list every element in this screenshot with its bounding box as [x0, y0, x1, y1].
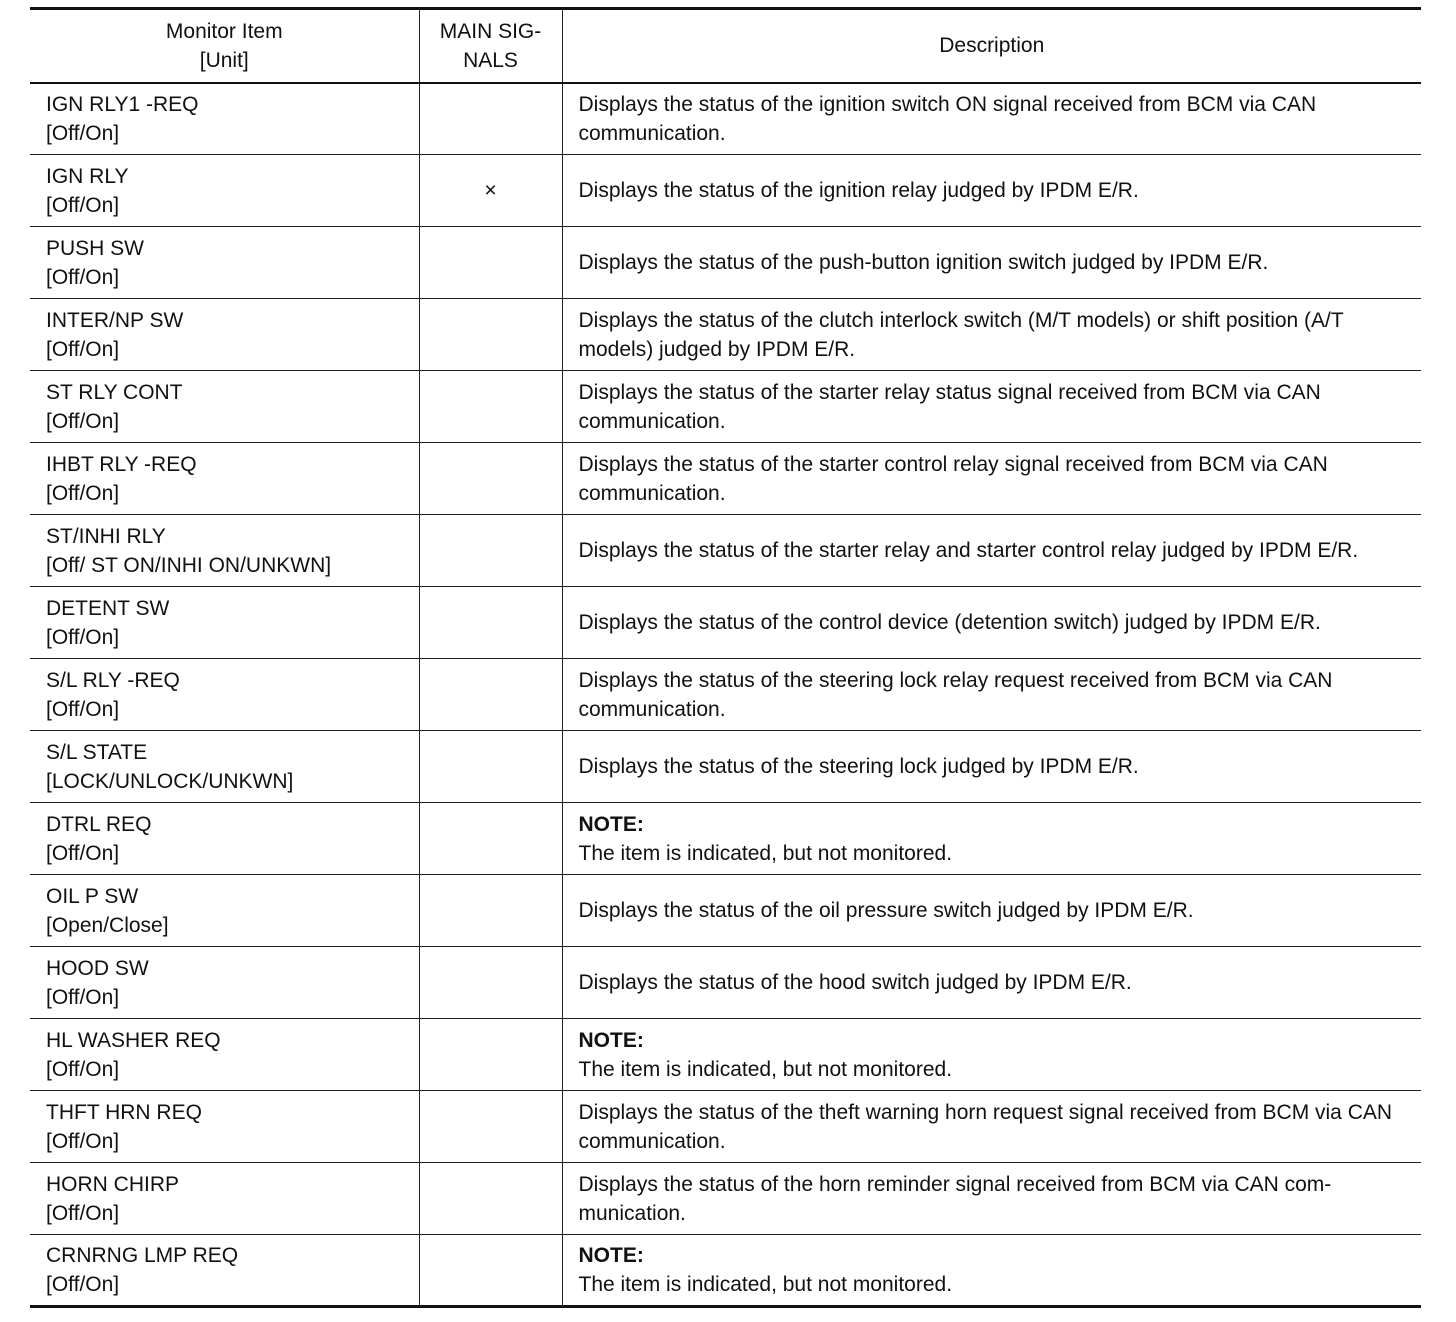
monitor-item-unit: [LOCK/UNLOCK/UNKWN] [46, 769, 294, 793]
description-text: The item is indicated, but not monitored. [578, 1057, 953, 1081]
description-text: Displays the status of the control device (detention switch) judged by IPDM E/R. [578, 611, 1321, 634]
monitor-item-name: S/L STATE [46, 740, 148, 764]
table-row [30, 731, 1421, 803]
monitor-item-name: HORN CHIRP [46, 1172, 180, 1196]
monitor-item-unit: [Off/On] [46, 1201, 120, 1225]
monitor-item-cell [30, 299, 419, 371]
main-signal-cell [419, 443, 562, 515]
monitor-item-unit: [Off/On] [46, 1273, 120, 1296]
description-text: Displays the status of the hood switch judged by IPDM E/R. [578, 971, 1132, 994]
monitor-item-table [30, 7, 1421, 1308]
main-signal-cell [419, 515, 562, 587]
table-row [30, 155, 1421, 227]
main-signal-cell [419, 587, 562, 659]
description-text: Displays the status of the starter relay status signal received from BCM via CAN communication. [578, 380, 1321, 433]
monitor-item-unit: [Off/On] [46, 265, 120, 289]
table-body [30, 83, 1421, 1307]
monitor-item-name: IGN RLY [46, 164, 129, 188]
monitor-item-cell [30, 227, 419, 299]
monitor-item-cell [30, 1235, 419, 1307]
main-signal-cell [419, 1091, 562, 1163]
description-cell [562, 1235, 1421, 1307]
table-row [30, 1019, 1421, 1091]
table-row [30, 875, 1421, 947]
description-text: Displays the status of the horn reminder signal received from BCM via CAN com-munication. [578, 1172, 1332, 1225]
description-cell [562, 587, 1421, 659]
main-signal-cell: × [419, 155, 562, 227]
description-text: Displays the status of the ignition switch ON signal received from BCM via CAN communication. [578, 92, 1317, 145]
note-label: NOTE: [578, 1244, 644, 1267]
header-monitor-item [30, 9, 419, 83]
monitor-item-cell [30, 875, 419, 947]
monitor-item-cell [30, 1091, 419, 1163]
description-cell [562, 947, 1421, 1019]
main-signal-cell [419, 1163, 562, 1235]
description-text: Displays the status of the clutch interlock switch (M/T models) or shift position (A/T models) judged by IPDM E/R. [578, 308, 1344, 361]
description-text: Displays the status of the steering lock judged by IPDM E/R. [578, 755, 1139, 778]
description-cell [562, 443, 1421, 515]
monitor-item-cell [30, 587, 419, 659]
description-text: Displays the status of the push-button ignition switch judged by IPDM E/R. [578, 251, 1269, 274]
monitor-item-unit: [Off/On] [46, 985, 120, 1009]
table-row [30, 587, 1421, 659]
monitor-item-unit: [Off/On] [46, 841, 120, 865]
monitor-item-name: ST/INHI RLY [46, 524, 166, 548]
main-signal-cell [419, 227, 562, 299]
monitor-item-cell [30, 947, 419, 1019]
monitor-item-unit: [Off/On] [46, 1057, 120, 1081]
monitor-item-unit: [Off/On] [46, 193, 120, 217]
monitor-item-unit: [Off/ ST ON/INHI ON/UNKWN] [46, 553, 332, 577]
description-cell [562, 1091, 1421, 1163]
description-cell [562, 83, 1421, 155]
monitor-item-cell [30, 371, 419, 443]
monitor-item-name: IHBT RLY -REQ [46, 452, 197, 476]
table-row [30, 803, 1421, 875]
monitor-item-cell [30, 83, 419, 155]
main-signal-cell [419, 875, 562, 947]
description-cell [562, 731, 1421, 803]
monitor-item-unit: [Off/On] [46, 409, 120, 433]
table-row [30, 227, 1421, 299]
header-description: Description [562, 9, 1421, 83]
monitor-item-unit: [Off/On] [46, 481, 120, 505]
note-label: NOTE: [578, 1028, 644, 1052]
main-signal-cell [419, 803, 562, 875]
monitor-item-cell [30, 659, 419, 731]
description-cell [562, 299, 1421, 371]
monitor-item-name: HOOD SW [46, 956, 149, 980]
monitor-item-name: S/L RLY -REQ [46, 668, 180, 692]
description-cell [562, 1163, 1421, 1235]
monitor-item-cell [30, 803, 419, 875]
header-unit-label: [Unit] [199, 48, 249, 72]
description-cell [562, 875, 1421, 947]
main-signal-cell [419, 299, 562, 371]
table-row [30, 1091, 1421, 1163]
description-text: The item is indicated, but not monitored. [578, 841, 953, 865]
monitor-item-name: OIL P SW [46, 884, 139, 908]
monitor-item-unit: [Off/On] [46, 337, 120, 361]
table-row [30, 515, 1421, 587]
description-cell [562, 1019, 1421, 1091]
monitor-item-table-container [30, 7, 1421, 1308]
header-main-signals-line2: NALS [463, 48, 518, 72]
main-signal-cell [419, 947, 562, 1019]
table-row [30, 443, 1421, 515]
monitor-item-cell [30, 443, 419, 515]
description-text: Displays the status of the oil pressure switch judged by IPDM E/R. [578, 899, 1194, 922]
monitor-item-name: IGN RLY1 -REQ [46, 92, 199, 116]
header-monitor-item-label: Monitor Item [165, 19, 283, 43]
description-text: Displays the status of the steering lock relay request received from BCM via CAN communication. [578, 668, 1333, 721]
description-cell [562, 371, 1421, 443]
main-signal-cell [419, 731, 562, 803]
description-text: Displays the status of the starter relay and starter control relay judged by IPDM E/R. [578, 539, 1359, 562]
monitor-item-cell [30, 731, 419, 803]
note-label: NOTE: [578, 812, 644, 836]
monitor-item-name: INTER/NP SW [46, 308, 184, 332]
monitor-item-cell [30, 1163, 419, 1235]
description-text: Displays the status of the ignition relay judged by IPDM E/R. [578, 179, 1139, 202]
main-signal-cell [419, 659, 562, 731]
description-text: Displays the status of the starter control relay signal received from BCM via CAN communication. [578, 452, 1328, 505]
monitor-item-cell [30, 1019, 419, 1091]
description-text: The item is indicated, but not monitored. [578, 1273, 953, 1296]
description-text: Displays the status of the theft warning horn request signal received from BCM via CAN communication. [578, 1100, 1393, 1153]
monitor-item-name: CRNRNG LMP REQ [46, 1244, 239, 1267]
main-signal-cell [419, 1019, 562, 1091]
description-cell [562, 803, 1421, 875]
monitor-item-name: DETENT SW [46, 596, 170, 620]
monitor-item-unit: [Off/On] [46, 1129, 120, 1153]
main-signal-cell [419, 83, 562, 155]
description-cell [562, 155, 1421, 227]
monitor-item-unit: [Off/On] [46, 697, 120, 721]
header-main-signals [419, 9, 562, 83]
monitor-item-cell [30, 155, 419, 227]
monitor-item-unit: [Open/Close] [46, 913, 169, 937]
monitor-item-name: HL WASHER REQ [46, 1028, 221, 1052]
table-row [30, 299, 1421, 371]
monitor-item-unit: [Off/On] [46, 121, 120, 145]
description-cell [562, 515, 1421, 587]
table-row [30, 1235, 1421, 1307]
table-header [30, 9, 1421, 83]
monitor-item-name: THFT HRN REQ [46, 1100, 202, 1124]
monitor-item-name: DTRL REQ [46, 812, 152, 836]
table-row [30, 947, 1421, 1019]
monitor-item-name: PUSH SW [46, 236, 145, 260]
main-signal-cell [419, 371, 562, 443]
table-row [30, 83, 1421, 155]
description-cell [562, 659, 1421, 731]
monitor-item-cell [30, 515, 419, 587]
table-row [30, 659, 1421, 731]
description-cell [562, 227, 1421, 299]
header-main-signals-line1: MAIN SIG- [439, 19, 542, 43]
monitor-item-unit: [Off/On] [46, 625, 120, 649]
monitor-item-name: ST RLY CONT [46, 380, 183, 404]
table-row [30, 1163, 1421, 1235]
main-signal-cell [419, 1235, 562, 1307]
header-row [30, 9, 1421, 83]
table-row [30, 371, 1421, 443]
